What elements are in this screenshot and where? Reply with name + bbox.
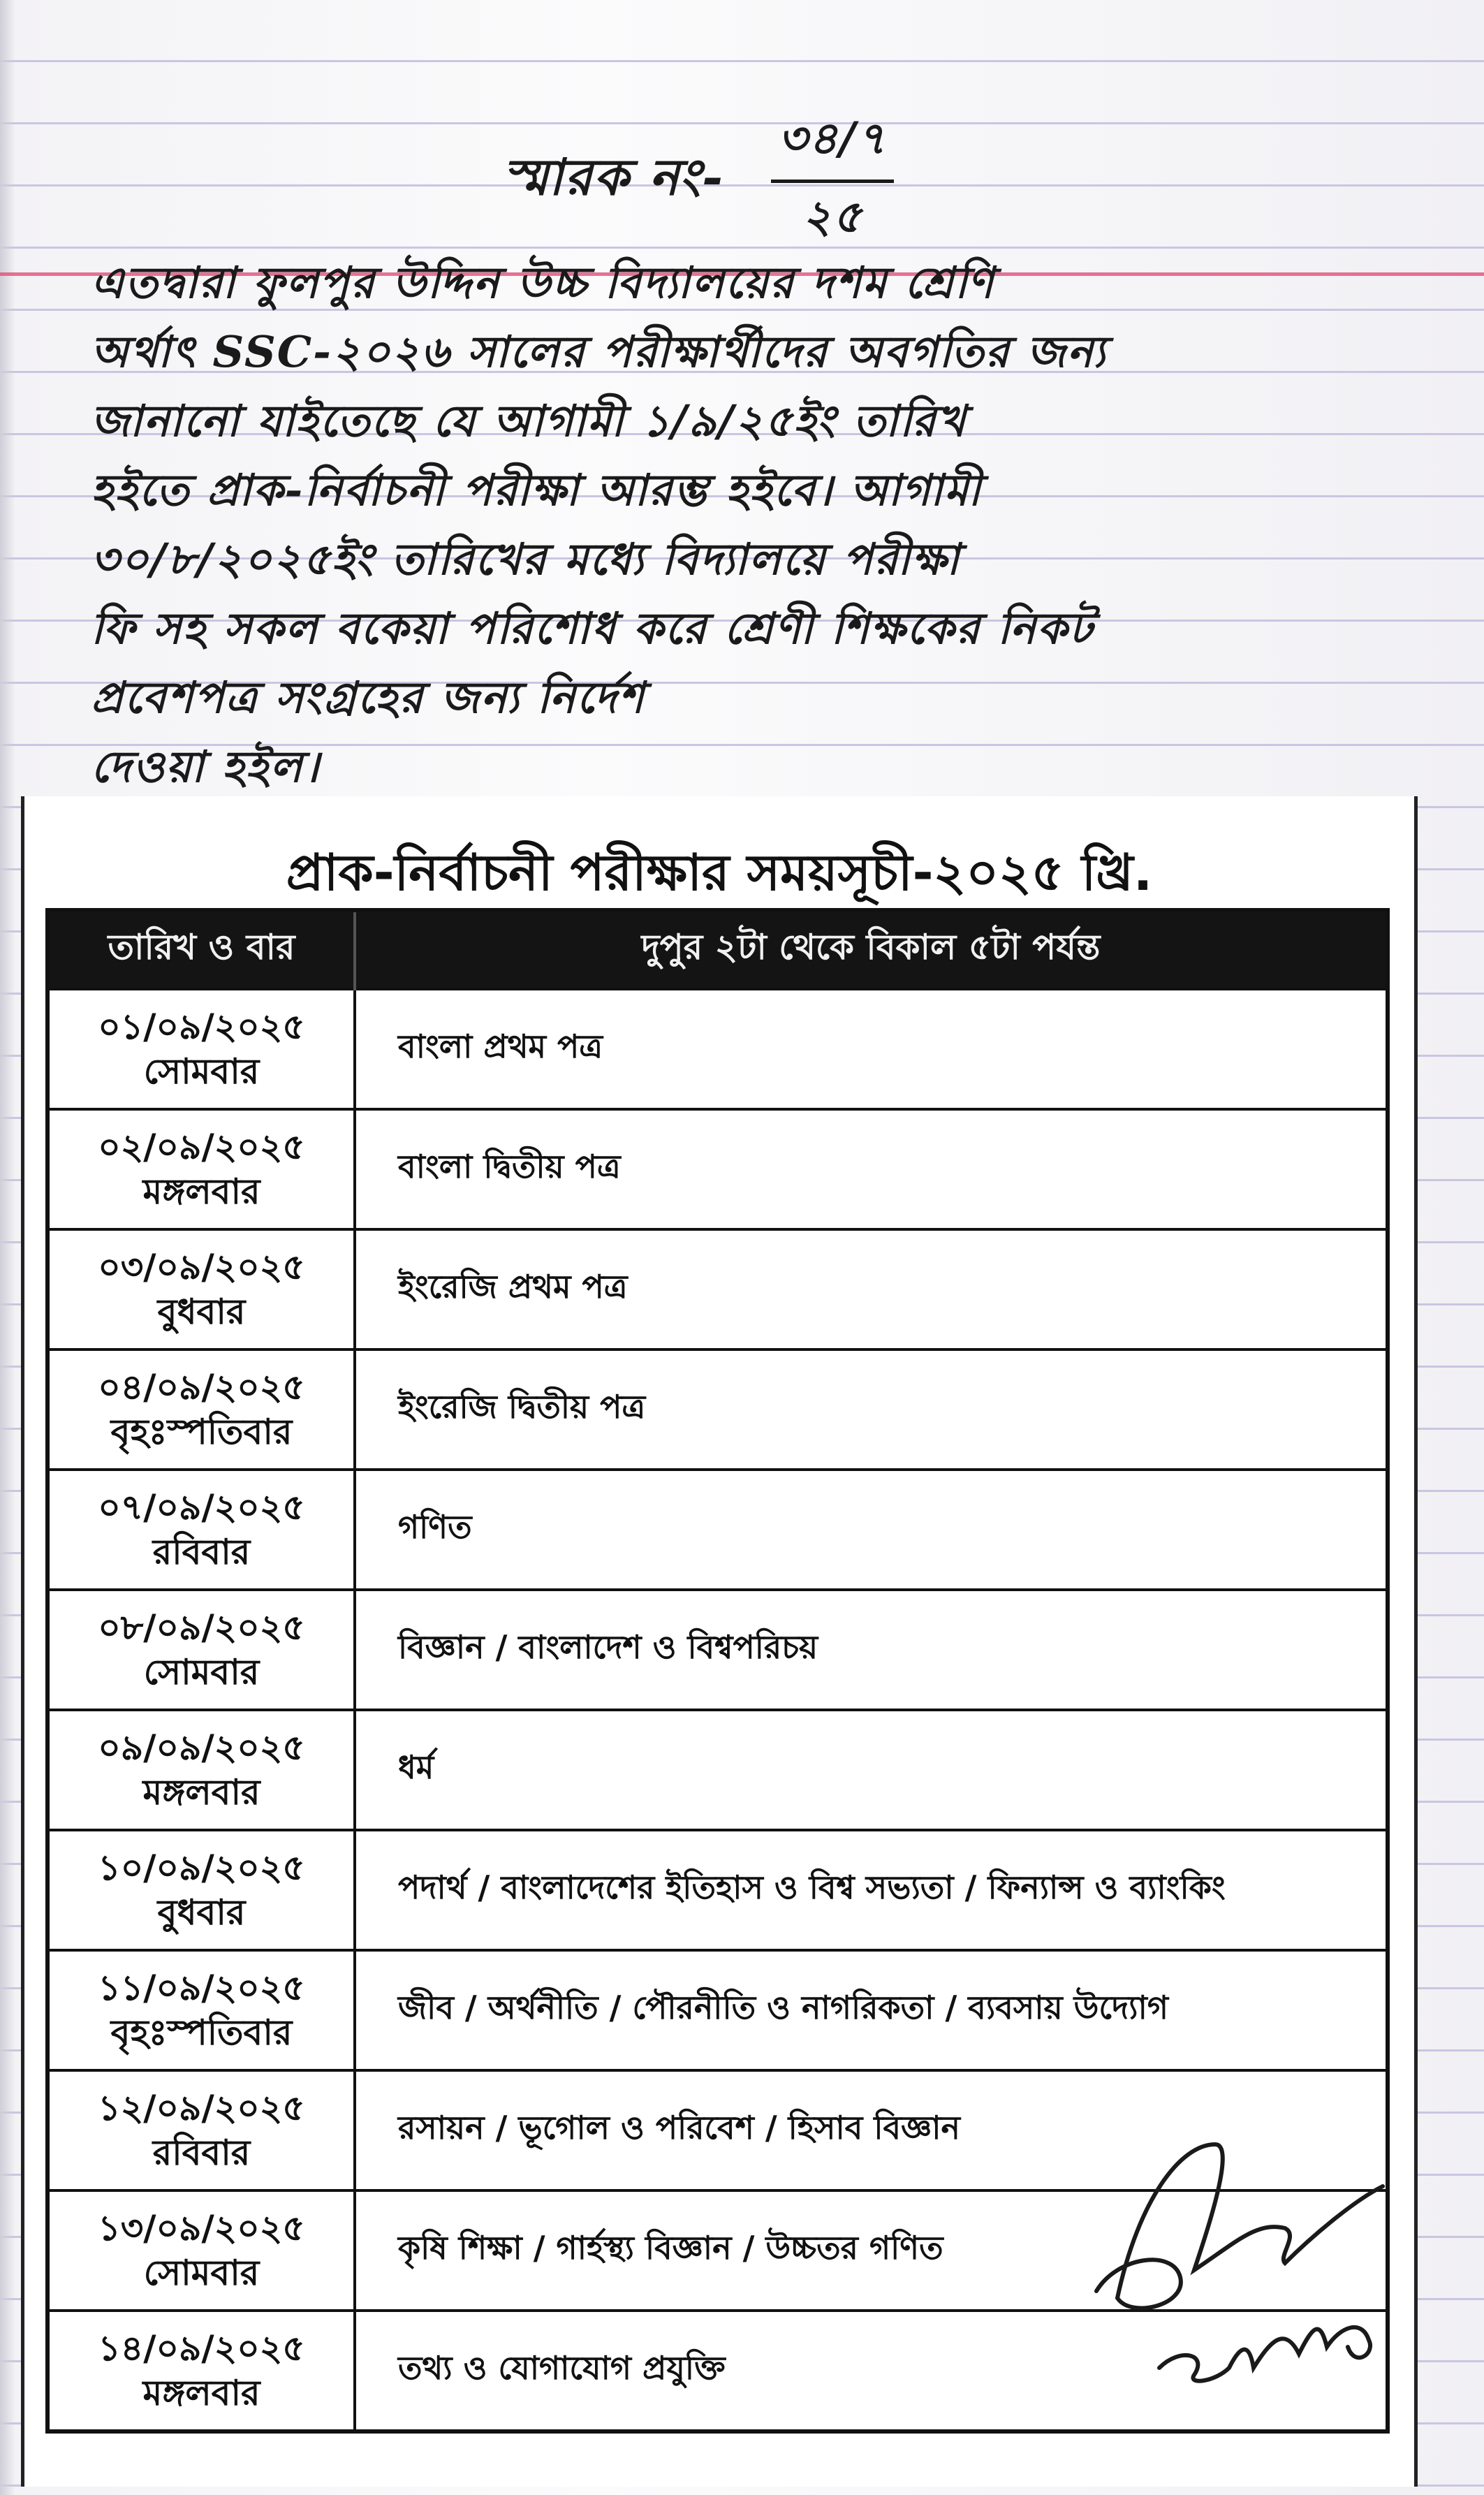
exam-day: বৃহঃস্পতিবার	[110, 2012, 293, 2053]
exam-date: ০৩/০৯/২০২৫	[98, 1247, 305, 1287]
exam-subject: ধর্ম	[355, 1710, 1388, 1830]
exam-day: রবিবার	[152, 2132, 251, 2173]
date-cell	[47, 1109, 355, 1229]
notice-line: ফি সহ সকল বকেয়া পরিশোধ করে শ্রেণী শিক্ষকের নিকট	[91, 603, 1094, 654]
exam-subject: রসায়ন / ভূগোল ও পরিবেশ / হিসাব বিজ্ঞান	[355, 2070, 1388, 2190]
header-time: দুপুর ২টা থেকে বিকাল ৫টা পর্যন্ত	[355, 910, 1388, 989]
exam-date: ১২/০৯/২০২৫	[98, 2088, 305, 2128]
exam-subject: জীব / অর্থনীতি / পৌরনীতি ও নাগরিকতা / ব্যবসায় উদ্যোগ	[355, 1950, 1388, 2070]
table-row	[47, 1950, 1388, 2070]
table-row	[47, 1830, 1388, 1950]
notice-line: এতদ্বারা ফুলপুর উদ্দিন উচ্চ বিদ্যালয়ের দশম শ্রেণি	[91, 257, 995, 308]
exam-date: ০৯/০৯/২০২৫	[98, 1727, 305, 1768]
table-row	[47, 1109, 1388, 1229]
signature	[1075, 2116, 1411, 2410]
signature-date-stroke	[1159, 2327, 1370, 2381]
signature-stroke	[1096, 2144, 1383, 2308]
date-cell	[47, 1229, 355, 1349]
schedule-title: প্রাক-নির্বাচনী পরীক্ষার সময়সূচী-২০২৫ খ্রি.	[286, 843, 1153, 902]
exam-day: মঙ্গলবার	[142, 1772, 260, 1813]
exam-subject: পদার্থ / বাংলাদেশের ইতিহাস ও বিশ্ব সভ্যতা / ফিন্যান্স ও ব্যাংকিং	[355, 1830, 1388, 1950]
notice-line: দেওয়া হইল।	[91, 741, 321, 792]
date-cell	[47, 1950, 355, 2070]
exam-day: রবিবার	[152, 1532, 251, 1572]
notice-line: প্রবেশপত্র সংগ্রহের জন্য নির্দেশ	[91, 672, 645, 723]
exam-day: মঙ্গলবার	[142, 1171, 260, 1212]
exam-date: ০৮/০৯/২০২৫	[98, 1607, 305, 1648]
date-cell	[47, 2190, 355, 2311]
exam-date: ০৪/০৯/২০২৫	[98, 1367, 305, 1407]
handwritten-notice	[91, 248, 1460, 801]
date-cell	[47, 2070, 355, 2190]
exam-subject: বিজ্ঞান / বাংলাদেশ ও বিশ্বপরিচয়	[355, 1590, 1388, 1710]
exam-day: সোমবার	[143, 1051, 260, 1092]
exam-day: মঙ্গলবার	[142, 2373, 260, 2413]
exam-date: ০৭/০৯/২০২৫	[98, 1487, 305, 1528]
memo-number-top: ৩৪/৭	[771, 105, 894, 183]
exam-date: ০২/০৯/২০২৫	[98, 1127, 305, 1167]
table-row	[47, 1349, 1388, 1470]
memo-number-bottom: ২৫	[802, 191, 863, 243]
date-cell	[47, 1710, 355, 1830]
date-cell	[47, 1470, 355, 1590]
exam-day: সোমবার	[143, 1652, 260, 1692]
exam-subject: তথ্য ও যোগাযোগ প্রযুক্তি	[355, 2311, 1388, 2431]
table-row	[47, 1229, 1388, 1349]
exam-subject: কৃষি শিক্ষা / গার্হস্থ্য বিজ্ঞান / উচ্চতর গণিত	[355, 2190, 1388, 2311]
notice-line: ৩০/৮/২০২৫ইং তারিখের মধ্যে বিদ্যালয়ে পরীক্ষা	[91, 534, 961, 585]
notice-line: অর্থাৎ SSC-২০২৬ সালের পরীক্ষার্থীদের অবগতির জন্য	[91, 326, 1107, 377]
memo-fraction	[771, 105, 894, 258]
exam-day: বুধবার	[157, 1892, 246, 1933]
date-cell	[47, 989, 355, 1109]
notice-line: জানানো যাইতেছে যে আগামী ১/৯/২৫ইং তারিখ	[91, 395, 967, 446]
date-cell	[47, 1830, 355, 1950]
exam-date: ১১/০৯/২০২৫	[98, 1968, 305, 2008]
date-cell	[47, 1590, 355, 1710]
exam-subject: ইংরেজি দ্বিতীয় পত্র	[355, 1349, 1388, 1470]
exam-subject: ইংরেজি প্রথম পত্র	[355, 1229, 1388, 1349]
exam-date: ১০/০৯/২০২৫	[98, 1848, 305, 1888]
exam-subject: বাংলা প্রথম পত্র	[355, 989, 1388, 1109]
exam-subject: গণিত	[355, 1470, 1388, 1590]
header-date: তারিখ ও বার	[47, 910, 355, 989]
exam-date: ০১/০৯/২০২৫	[98, 1007, 305, 1047]
memo-number	[503, 105, 894, 258]
exam-date: ১৩/০৯/২০২৫	[98, 2208, 305, 2248]
table-header-row	[47, 910, 1388, 989]
page-edge-shadow	[0, 0, 15, 2495]
exam-day: বুধবার	[157, 1292, 246, 1332]
exam-day: বৃহঃস্পতিবার	[110, 1412, 293, 1452]
exam-date: ১৪/০৯/২০২৫	[98, 2328, 305, 2369]
table-row	[47, 1590, 1388, 1710]
memo-label: স্মারক নং-	[503, 147, 725, 207]
date-cell	[47, 1349, 355, 1470]
table-row	[47, 1470, 1388, 1590]
table-row	[47, 989, 1388, 1109]
date-cell	[47, 2311, 355, 2431]
notice-line: হইতে প্রাক-নির্বাচনী পরীক্ষা আরম্ভ হইবে। আগামী	[91, 464, 983, 515]
exam-day: সোমবার	[143, 2253, 260, 2293]
exam-subject: বাংলা দ্বিতীয় পত্র	[355, 1109, 1388, 1229]
table-row	[47, 1710, 1388, 1830]
